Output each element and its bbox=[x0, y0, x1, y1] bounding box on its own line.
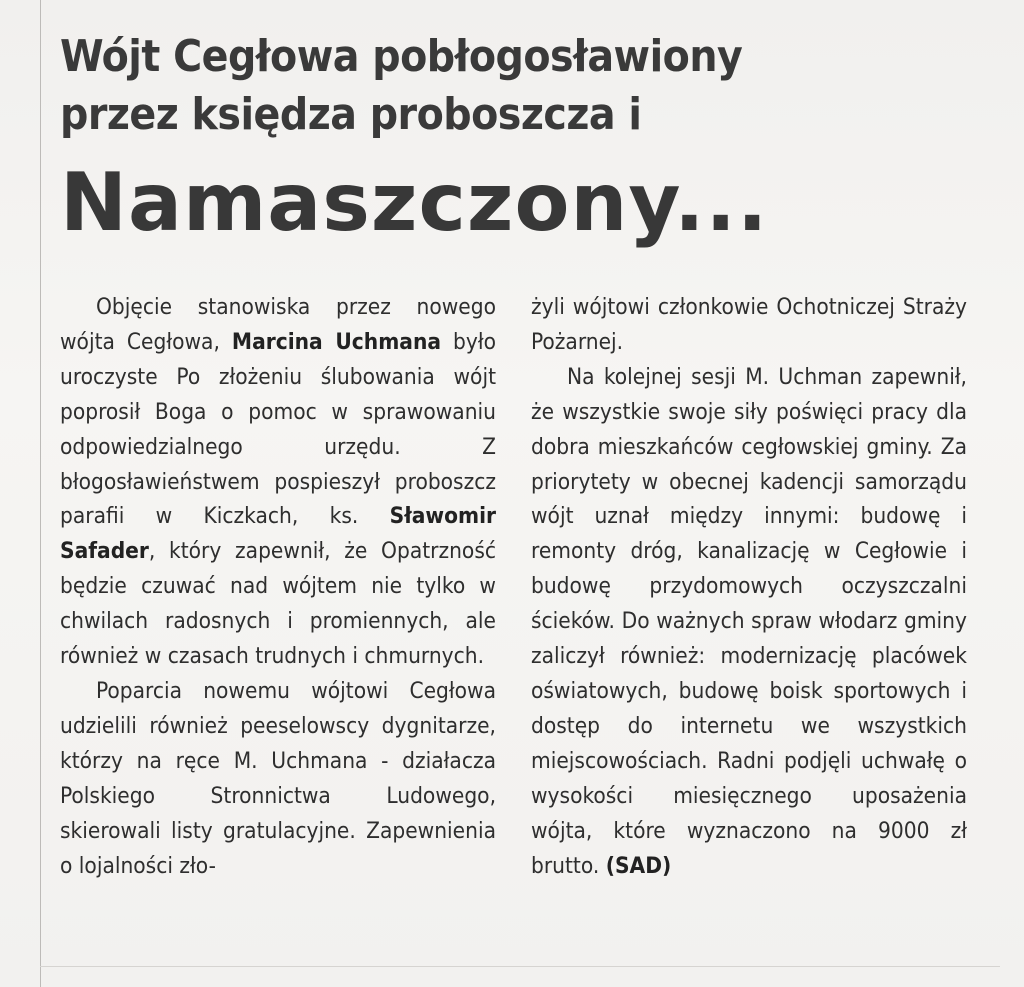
text-span: Na kolejnej sesji M. Uchman zapewnił, że wszystkie swoje siły poświęci pracy dla dobra mieszkańców cegłowskiej gminy. Za priorytety w obecnej kadencji samorządu wójt uznał między innymi: budowę i remonty dróg, kanalizację w Cegłowie i budowę przydomowych oczyszczalni ścieków. Do ważnych spraw włodarz gminy zaliczył również: modernizację placówek oświatowych, budowę boisk sportowych i dostęp do internetu we wszystkich miejscowościach. Radni podjęli uchwałę o wysokości miesięcznego uposażenia wójta, które wyznaczono na 9000 zł brutto. bbox=[531, 363, 967, 879]
article-column-1 bbox=[60, 290, 496, 883]
person-name: Sławomir Safader bbox=[60, 503, 496, 565]
headline-main: Namaszczony... bbox=[60, 156, 769, 249]
headline-line-1: Wójt Cegłowa pobłogosławiony bbox=[60, 31, 743, 82]
author-signature: (SAD) bbox=[605, 852, 672, 879]
article-column-2 bbox=[531, 290, 967, 883]
text-span: , który zapewnił, że Opatrzność będzie czuwać nad wójtem nie tylko w chwilach radosnych i promiennych, ale również w czasach trudnych i chmurnych. bbox=[60, 538, 496, 670]
text-span: było uroczyste Po złożeniu ślubowania wójt poprosił Boga o pomoc w sprawowaniu odpowiedzialnego urzędu. Z błogosławieństwem pospieszył proboszcz parafii w Kiczkach, ks. bbox=[60, 328, 496, 530]
paragraph bbox=[531, 360, 967, 884]
column-rule bbox=[40, 0, 41, 987]
paragraph: żyli wójtowi członkowie Ochotniczej Straży Pożarnej. bbox=[531, 294, 967, 355]
person-name: Marcina Uchmana bbox=[231, 328, 442, 355]
paragraph: Poparcia nowemu wójtowi Cegłowa udzielili również peeselowscy dygnitarze, którzy na ręce M. Uchmana - działacza Polskiego Stronnictwa Ludowego, skierowali listy gratulacyjne. Zapewnienia o lojalności zło- bbox=[60, 677, 496, 879]
bottom-rule bbox=[40, 966, 1000, 967]
headline bbox=[60, 28, 980, 248]
text-span: Objęcie stanowiska przez nowego wójta Cegłowa, bbox=[60, 294, 496, 355]
headline-line-2: przez księdza proboszcza i bbox=[60, 89, 642, 140]
paragraph bbox=[60, 290, 496, 674]
